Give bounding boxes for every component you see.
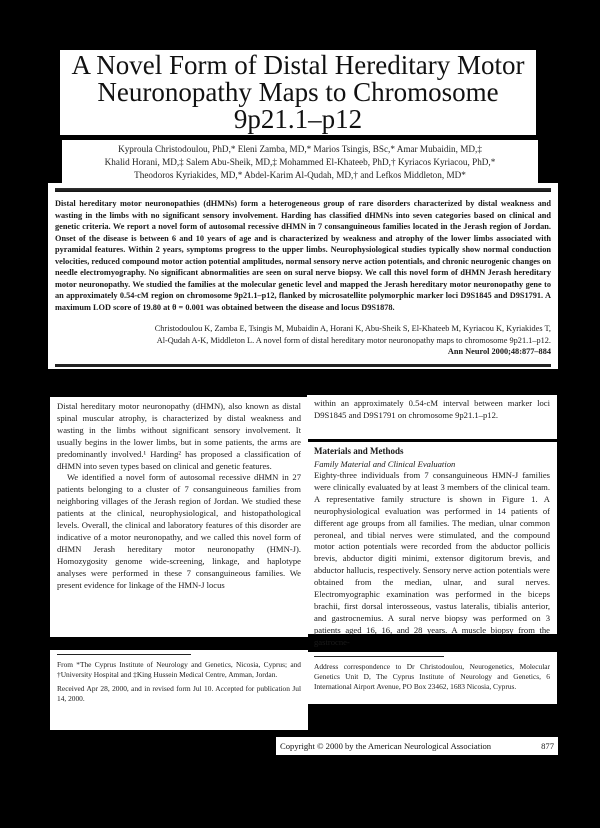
page-number: 877 [541,741,554,751]
title-line-3: 9p21.1–p12 [233,104,363,134]
abstract-top-rule [55,188,551,192]
intro-paragraph-2: We identified a novel form of autosomal recessive dHMN in 27 patients belonging to a cluster of 7 consanguineous families from neighboring villages of the Jerash region of Jordan. We studied these patients at the clinical, neurophysiological, and histopathological levels. Overall, the clinical and laboratory features of this disorder are indicative of a motor neuronopathy, and we called this novel form of dHMN Jerash hereditary motor neuronopathy (HMN-J). Homozygosity genome wide-screening, linkage, and haplotype analyses were performed in these 7 consanguineous families. We present evidence for linkage of the HMN-J locus [57,472,301,590]
authors-line-1: Kyproula Christodoulou, PhD,* Eleni Zamba, MD,* Marios Tsingis, BSc,* Amar Mubaidin, MD,‡ [118,144,482,154]
authors-line-3: Theodoros Kyriakides, MD,* Abdel-Karim Al-Qudah, MD,† and Lefkos Middleton, MD* [134,170,466,180]
footnote-rule-right [314,656,444,657]
paper-title [60,52,536,133]
body-right-continuation [307,395,557,439]
body-right-column [307,442,557,647]
authors-line-2: Khalid Horani, MD,‡ Salem Abu-Sheik, MD,‡ Mohammed El-Khateeb, PhD,† Kyriacos Kyriacou, PhD,* [104,157,496,167]
footnote-right [307,652,557,704]
intro-paragraph-1: Distal hereditary motor neuronopathy (dHMN), also known as distal spinal muscular atrophy, is characterized by distal weakness and wasting in the limbs without significant sensory involvement. It usually begins in the lower limbs, but in some patients, the arms are predominantly involved.¹ Harding² has proposed a classification of dHMN into seven types based on clinical and genetic features. [57,401,301,471]
received-footnote: Received Apr 28, 2000, and in revised form Jul 10. Accepted for publication Jul 14, 2000. [57,684,301,703]
footnote-rule [57,654,191,655]
copyright-text: Copyright © 2000 by the American Neurological Association [280,741,492,751]
methods-text: Eighty-three individuals from 7 consanguineous HMN-J families were clinically evaluated by at least 3 members of the clinical team. A representative family structure is shown in Figure 1. A neurophysiological evaluation was performed in 14 patients of different age groups from all families. The median, ulnar common peroneal, and tibial nerves were stimulated, and the compound motor action potentials were recorded from the abductor pollicis brevis, abductor digiti minimi, extensor digitorum brevis, and abductor hallucis, respectively. Sensory nerve action potentials were obtained from the median, ulnar, and sural nerves. Electromyographic examination was performed in the biceps brachii, first dorsal interosseous, vastus lateralis, tibialis anterior, and gastrocnemius. A sural nerve biopsy was performed on 3 patients aged 16, 16, and 28 years. A muscle biopsy from the gastrocne- [314,470,550,647]
page-footer [276,737,558,755]
continuation-text: within an approximately 0.54-cM interval between marker loci D9S1845 and D9S1791 on chromosome 9p21.1–p12. [314,398,550,420]
section-heading: Materials and Methods [314,446,404,456]
footnote-left [50,650,308,730]
citation-journal: Ann Neurol 2000;48:877–884 [447,347,551,356]
body-left-column [50,397,308,637]
title-line-2: Neuronopathy Maps to Chromosome [97,77,499,107]
author-list [62,140,538,182]
title-line-1: A Novel Form of Distal Hereditary Motor [71,50,525,80]
subsection-heading: Family Material and Clinical Evaluation [314,459,456,469]
title-block [60,50,536,135]
affiliations-footnote: From *The Cyprus Institute of Neurology and Genetics, Nicosia, Cyprus; and †University Hospital and ‡King Hussein Medical Centre, Amman, Jordan. [57,660,301,679]
authors-block [62,140,538,183]
citation [55,323,551,358]
correspondence-footnote: Address correspondence to Dr Christodoulou, Neurogenetics, Molecular Genetics Unit D, The Cyprus Institute of Neurology and Genetics, 6 International Airport Avenue, PO Box 23462, 1683 Nicosia, Cyprus. [314,662,550,691]
abstract-text: Distal hereditary motor neuronopathies (dHMNs) form a heterogeneous group of rare disorders characterized by distal weakness and wasting in the limbs with no significant sensory involvement. Harding has classified dHMNs into seven categories based on clinical and genetic criteria. We report a novel form of autosomal recessive dHMN in 7 consanguineous families located in the Jerash region of Jordan. Onset of the disease is between 6 and 10 years of age and is characterized by weakness and atrophy of the lower limbs associated with pyramidal features. Within 2 years, symptoms progress to the upper limbs. Neurophysiological studies typically show normal conduction velocities, reduced compound motor action potential amplitudes, normal sensory nerve action potentials, and chronic neurogenic changes on needle electromyography. No significant abnormalities are seen on sural nerve biopsy. We call this novel form of dHMN Jerash hereditary motor neuronopathy. We studied the families at the molecular genetic level and mapped the Jerash hereditary motor neuronopathy gene to an approximately 0.54-cM region on chromosome 9p21.1–p12, flanked by microsatellite polymorphic marker loci D9S1845 and D9S1791. A maximum LOD score of 19.80 at θ = 0.001 was obtained between the disease and locus D9S1878. [55,199,551,312]
citation-text: Christodoulou K, Zamba E, Tsingis M, Mubaidin A, Horani K, Abu-Sheik S, El-Khateeb M, Kyriacou K, Kyriakides T, Al-Qudah A-K, Middleton L. A novel form of distal hereditary motor neuronopathy maps to chromosome 9p21.1–p12. [154,324,551,345]
abstract-block [48,183,558,369]
abstract-bottom-rule [55,364,551,367]
